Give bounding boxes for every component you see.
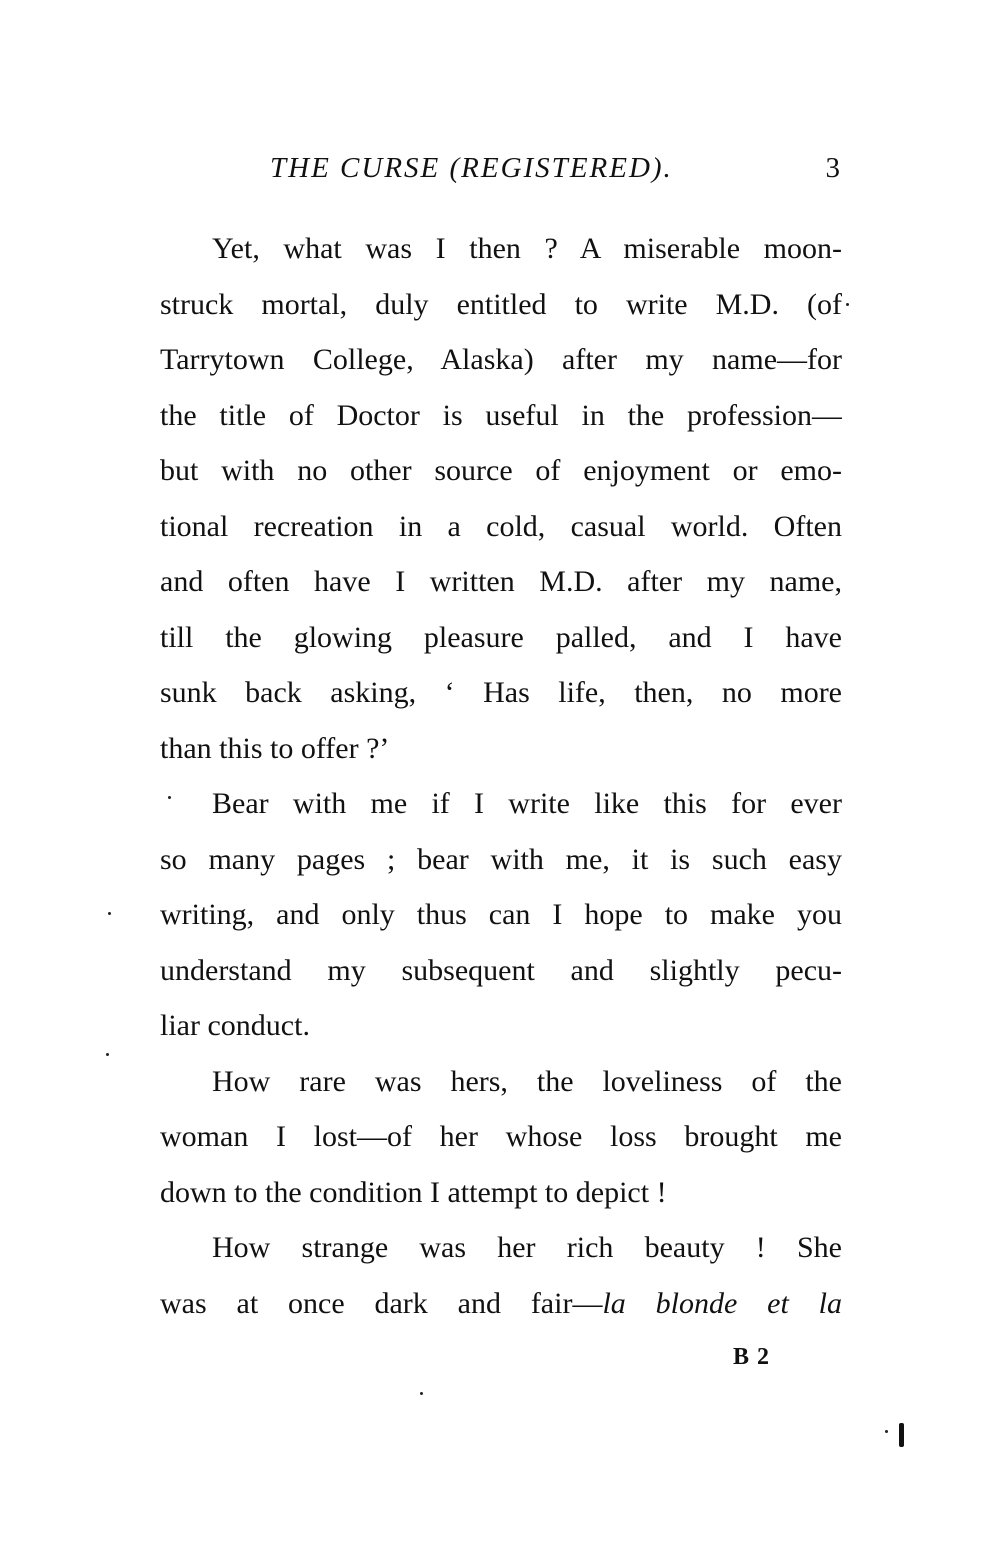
paragraph-1-line-7: and often have I written M.D. after my name, <box>160 565 842 598</box>
paragraph-2-line-4: understand my subsequent and slightly pecu- <box>160 953 842 987</box>
paragraph-2-line-2: so many pages ; bear with me, it is such easy <box>160 842 842 876</box>
paragraph-1-line-10: than this to offer ?’ <box>160 731 390 765</box>
paragraph-1-line-3: Tarrytown College, Alaska) after my name—for <box>160 343 842 376</box>
paragraph-3-line-2: woman I lost—of her whose loss brought me <box>160 1120 842 1153</box>
paragraph-1-line-4: the title of Doctor is useful in the profession— <box>160 398 842 432</box>
paragraph-1-line-8: till the glowing pleasure palled, and I have <box>160 620 842 654</box>
paragraph-4-line-1: How strange was her rich beauty ! She <box>212 1231 842 1264</box>
scan-speck <box>168 796 171 799</box>
paragraph-2-line-3: writing, and only thus can I hope to make you <box>160 898 842 931</box>
paragraph-4-line-2 <box>160 1276 842 1332</box>
paragraph-3-line-3: down to the condition I attempt to depict ! <box>160 1175 667 1209</box>
paragraph-1-line-6: tional recreation in a cold, casual world. Often <box>160 509 842 543</box>
scan-speck <box>846 303 849 306</box>
page-number: 3 <box>825 152 840 184</box>
body-text <box>160 221 842 1331</box>
signature-mark: B 2 <box>733 1344 771 1370</box>
paragraph-2-line-1: Bear with me if I write like this for ever <box>212 787 842 820</box>
paragraph-4-line-2-roman: was at once dark and fair— <box>160 1286 603 1320</box>
paragraph-1-line-1: Yet, what was I then ? A miserable moon- <box>212 232 842 265</box>
scan-speck <box>420 1392 423 1395</box>
scan-speck <box>885 1430 888 1433</box>
paragraph-4-line-2-italic: la blonde et la <box>602 1286 842 1320</box>
running-head <box>270 152 840 192</box>
margin-mark <box>899 1423 904 1447</box>
paragraph-1-line-5: but with no other source of enjoyment or emo- <box>160 454 842 487</box>
scan-speck <box>108 912 111 915</box>
running-title: THE CURSE (REGISTERED). <box>270 152 673 184</box>
paragraph-1-line-2: struck mortal, duly entitled to write M.D. (of <box>160 287 842 321</box>
paragraph-3-line-1: How rare was hers, the loveliness of the <box>212 1064 842 1098</box>
scan-speck <box>106 1053 109 1056</box>
paragraph-2-line-5: liar conduct. <box>160 1009 310 1042</box>
paragraph-1-line-9: sunk back asking, ‘ Has life, then, no more <box>160 676 842 709</box>
